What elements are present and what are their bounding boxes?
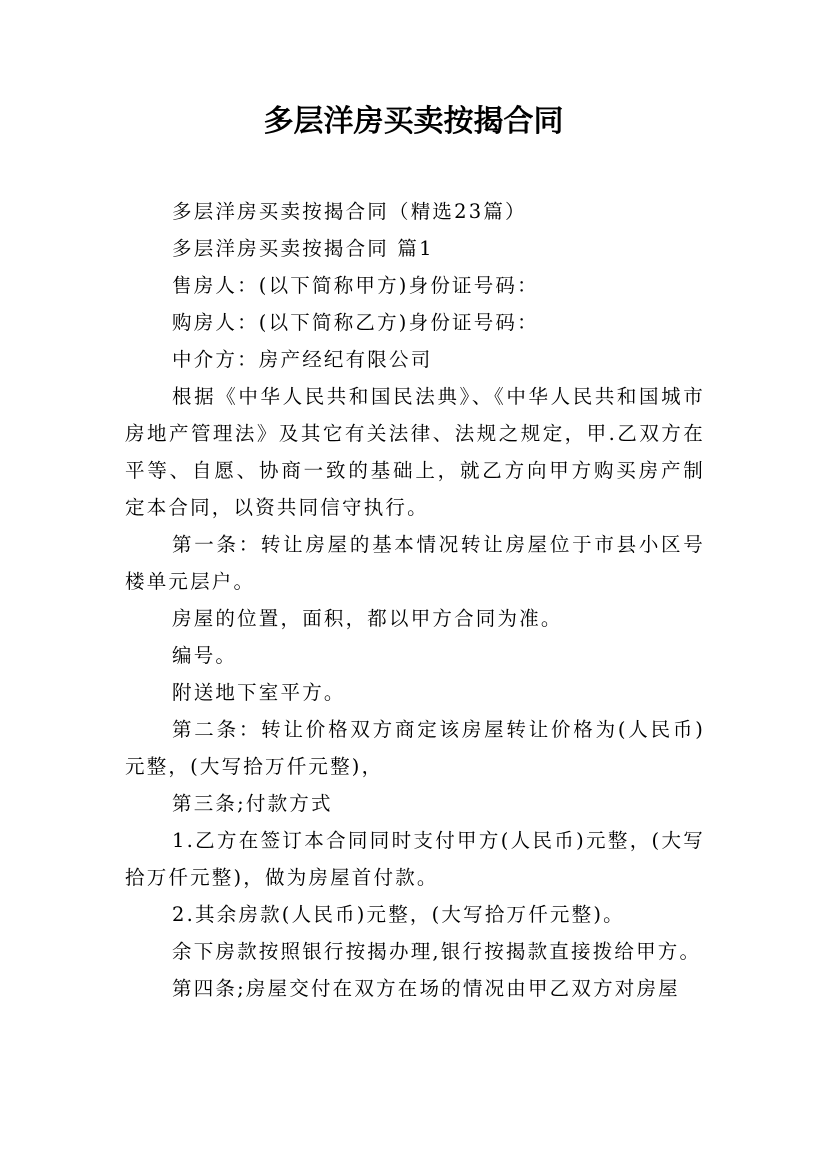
paragraph-section-heading: 多层洋房买卖按揭合同 篇1 <box>172 237 434 260</box>
paragraph-payment-2: 2.其余房款(人民币)元整，(大写拾万仟元整)。 <box>172 903 625 926</box>
paragraph-seller: 售房人：(以下简称甲方)身份证号码： <box>172 274 539 297</box>
paragraph-location: 房屋的位置，面积，都以甲方合同为准。 <box>172 607 563 630</box>
paragraph-article-3: 第三条;付款方式 <box>172 792 333 815</box>
paragraph-agent: 中介方：房产经纪有限公司 <box>172 348 433 371</box>
paragraph-number: 编号。 <box>172 644 238 667</box>
paragraph-mortgage: 余下房款按照银行按揭办理,银行按揭款直接拨给甲方。 <box>172 940 702 963</box>
paragraph-article-4: 第四条;房屋交付在双方在场的情况由甲乙双方对房屋 <box>172 977 680 1000</box>
paragraph-subtitle: 多层洋房买卖按揭合同（精选23篇） <box>172 200 527 223</box>
document-title: 多层洋房买卖按揭合同 <box>263 104 564 139</box>
paragraph-preamble: 根据《中华人民共和国民法典》、《中华人民共和国城市房地产管理法》及其它有关法律、法规之规定，甲.乙双方在平等、自愿、协商一致的基础上，就乙方向甲方购买房产制定本合同，以资共同信守执行。 <box>125 385 705 519</box>
paragraph-buyer: 购房人：(以下简称乙方)身份证号码： <box>172 311 539 334</box>
paragraph-article-2: 第二条：转让价格双方商定该房屋转让价格为(人民币)元整，(大写拾万仟元整)， <box>125 718 705 778</box>
paragraph-article-1: 第一条：转让房屋的基本情况转让房屋位于市县小区号楼单元层户。 <box>125 533 705 593</box>
paragraph-basement: 附送地下室平方。 <box>172 681 346 704</box>
document-body <box>125 193 705 1007</box>
paragraph-payment-1: 1.乙方在签订本合同同时支付甲方(人民币)元整，(大写拾万仟元整)，做为房屋首付款。 <box>125 829 705 889</box>
